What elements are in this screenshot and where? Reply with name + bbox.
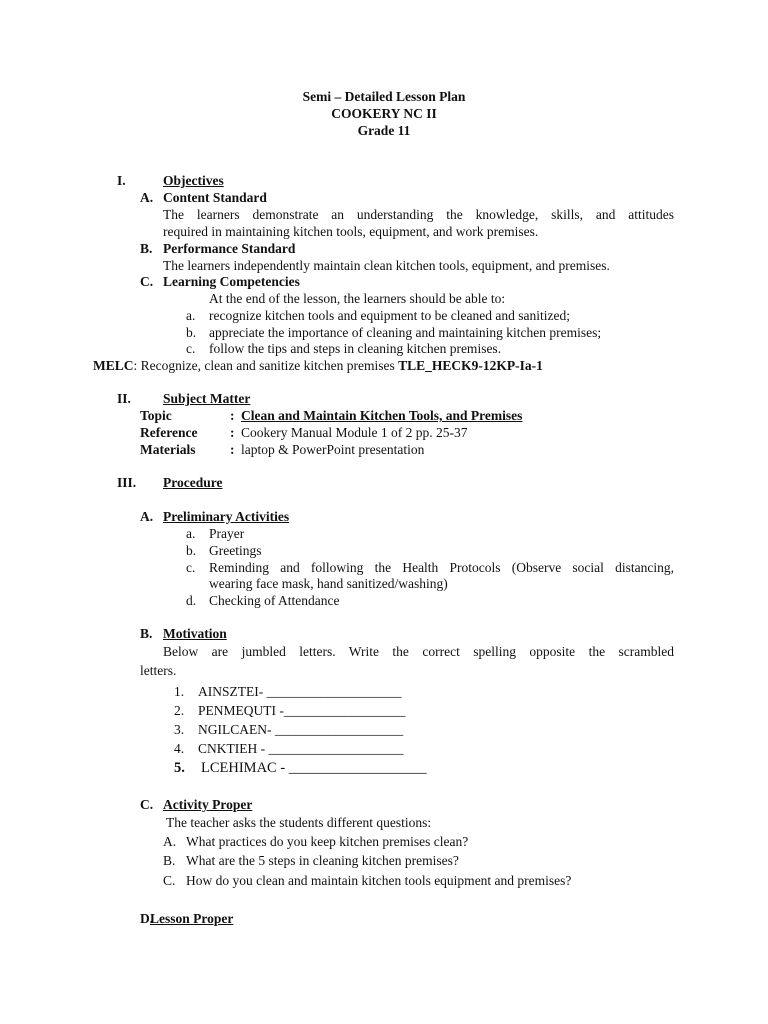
melc-code: TLE_HECK9-12KP-Ia-1 — [398, 358, 543, 373]
list-item: Greetings — [209, 543, 262, 558]
list-marker: b. — [186, 543, 197, 558]
list-marker: c. — [186, 560, 196, 575]
melc-label: MELC — [93, 358, 134, 373]
subject-label-reference: Reference — [140, 425, 198, 440]
section-numeral-2: II. — [117, 391, 131, 406]
doc-grade: Grade 11 — [357, 123, 411, 138]
subsection-letter: B. — [140, 626, 153, 641]
subject-value-materials: laptop & PowerPoint presentation — [241, 442, 425, 457]
motivation-instruction-line-1: Below are jumbled letters. Write the correct spelling opposite the scrambled — [163, 644, 674, 659]
subject-colon: : — [230, 425, 235, 440]
list-marker: 1. — [174, 684, 185, 699]
doc-title: Semi – Detailed Lesson Plan — [302, 89, 466, 104]
list-marker: C. — [163, 873, 176, 888]
question-item: What are the 5 steps in cleaning kitchen premises? — [186, 853, 459, 868]
list-marker: A. — [163, 834, 177, 849]
subject-value-reference: Cookery Manual Module 1 of 2 pp. 25-37 — [241, 425, 468, 440]
subsection-label-lesson-proper: Lesson Proper — [150, 911, 234, 926]
subsection-label-content-standard: Content Standard — [163, 190, 267, 205]
list-item: appreciate the importance of cleaning and maintaining kitchen premises; — [209, 325, 602, 340]
list-item: Prayer — [209, 526, 245, 541]
list-marker: d. — [186, 593, 197, 608]
list-item: Checking of Attendance — [209, 593, 340, 608]
section-title-objectives: Objectives — [163, 173, 224, 188]
jumbled-word-item: CNKTIEH - ____________________ — [198, 741, 404, 756]
subject-colon: : — [230, 408, 235, 423]
subsection-letter: B. — [140, 241, 153, 256]
subject-colon: : — [230, 442, 235, 457]
list-item: Reminding and following the Health Protocols (Observe social distancing, — [209, 560, 674, 575]
section-title-procedure: Procedure — [163, 475, 223, 490]
subject-label-topic: Topic — [140, 408, 172, 423]
list-marker: a. — [186, 526, 196, 541]
jumbled-word-item: LCEHIMAC - ___________________ — [201, 760, 427, 776]
list-item: recognize kitchen tools and equipment to be cleaned and sanitized; — [209, 308, 570, 323]
section-numeral-1: I. — [117, 173, 126, 188]
list-marker: 3. — [174, 722, 185, 737]
jumbled-word-item: PENMEQUTI -__________________ — [198, 703, 406, 718]
melc-line — [93, 357, 543, 374]
subsection-letter: C. — [140, 274, 154, 289]
subsection-letter: C. — [140, 797, 154, 812]
doc-subject: COOKERY NC II — [331, 106, 437, 121]
list-marker: c. — [186, 341, 196, 356]
subsection-label-learning-competencies: Learning Competencies — [163, 274, 300, 289]
competencies-intro: At the end of the lesson, the learners should be able to: — [209, 291, 506, 306]
subsection-letter: D. — [140, 911, 154, 926]
list-marker: a. — [186, 308, 196, 323]
activity-intro: The teacher asks the students different questions: — [166, 815, 432, 830]
melc-text: : Recognize, clean and sanitize kitchen premises — [133, 358, 399, 373]
subsection-label-activity-proper: Activity Proper — [163, 797, 253, 812]
question-item: What practices do you keep kitchen premises clean? — [186, 834, 469, 849]
subsection-label-motivation: Motivation — [163, 626, 227, 641]
list-marker: 5. — [174, 760, 185, 776]
subsection-label-performance-standard: Performance Standard — [163, 241, 296, 256]
subject-value-topic: Clean and Maintain Kitchen Tools, and Premises — [241, 408, 523, 423]
motivation-instruction-line-2: letters. — [140, 663, 177, 678]
jumbled-word-item: AINSZTEI- ____________________ — [198, 684, 402, 699]
subject-label-materials: Materials — [140, 442, 196, 457]
subsection-letter: A. — [140, 190, 154, 205]
list-marker: b. — [186, 325, 197, 340]
list-marker: 2. — [174, 703, 185, 718]
section-title-subject-matter: Subject Matter — [163, 391, 251, 406]
content-standard-line-2: required in maintaining kitchen tools, equipment, and work premises. — [163, 224, 539, 239]
list-item: follow the tips and steps in cleaning kitchen premises. — [209, 341, 502, 356]
subsection-label-preliminary: Preliminary Activities — [163, 509, 290, 524]
performance-standard-text: The learners independently maintain clean kitchen tools, equipment, and premises. — [163, 258, 610, 273]
content-standard-line-1: The learners demonstrate an understanding the knowledge, skills, and attitudes — [163, 207, 674, 222]
jumbled-word-item: NGILCAEN- ___________________ — [198, 722, 404, 737]
list-item-continued: wearing face mask, hand sanitized/washing) — [209, 576, 448, 591]
list-marker: 4. — [174, 741, 185, 756]
section-numeral-3: III. — [117, 475, 137, 490]
subsection-letter: A. — [140, 509, 154, 524]
list-marker: B. — [163, 853, 176, 868]
question-item: How do you clean and maintain kitchen tools equipment and premises? — [186, 873, 572, 888]
